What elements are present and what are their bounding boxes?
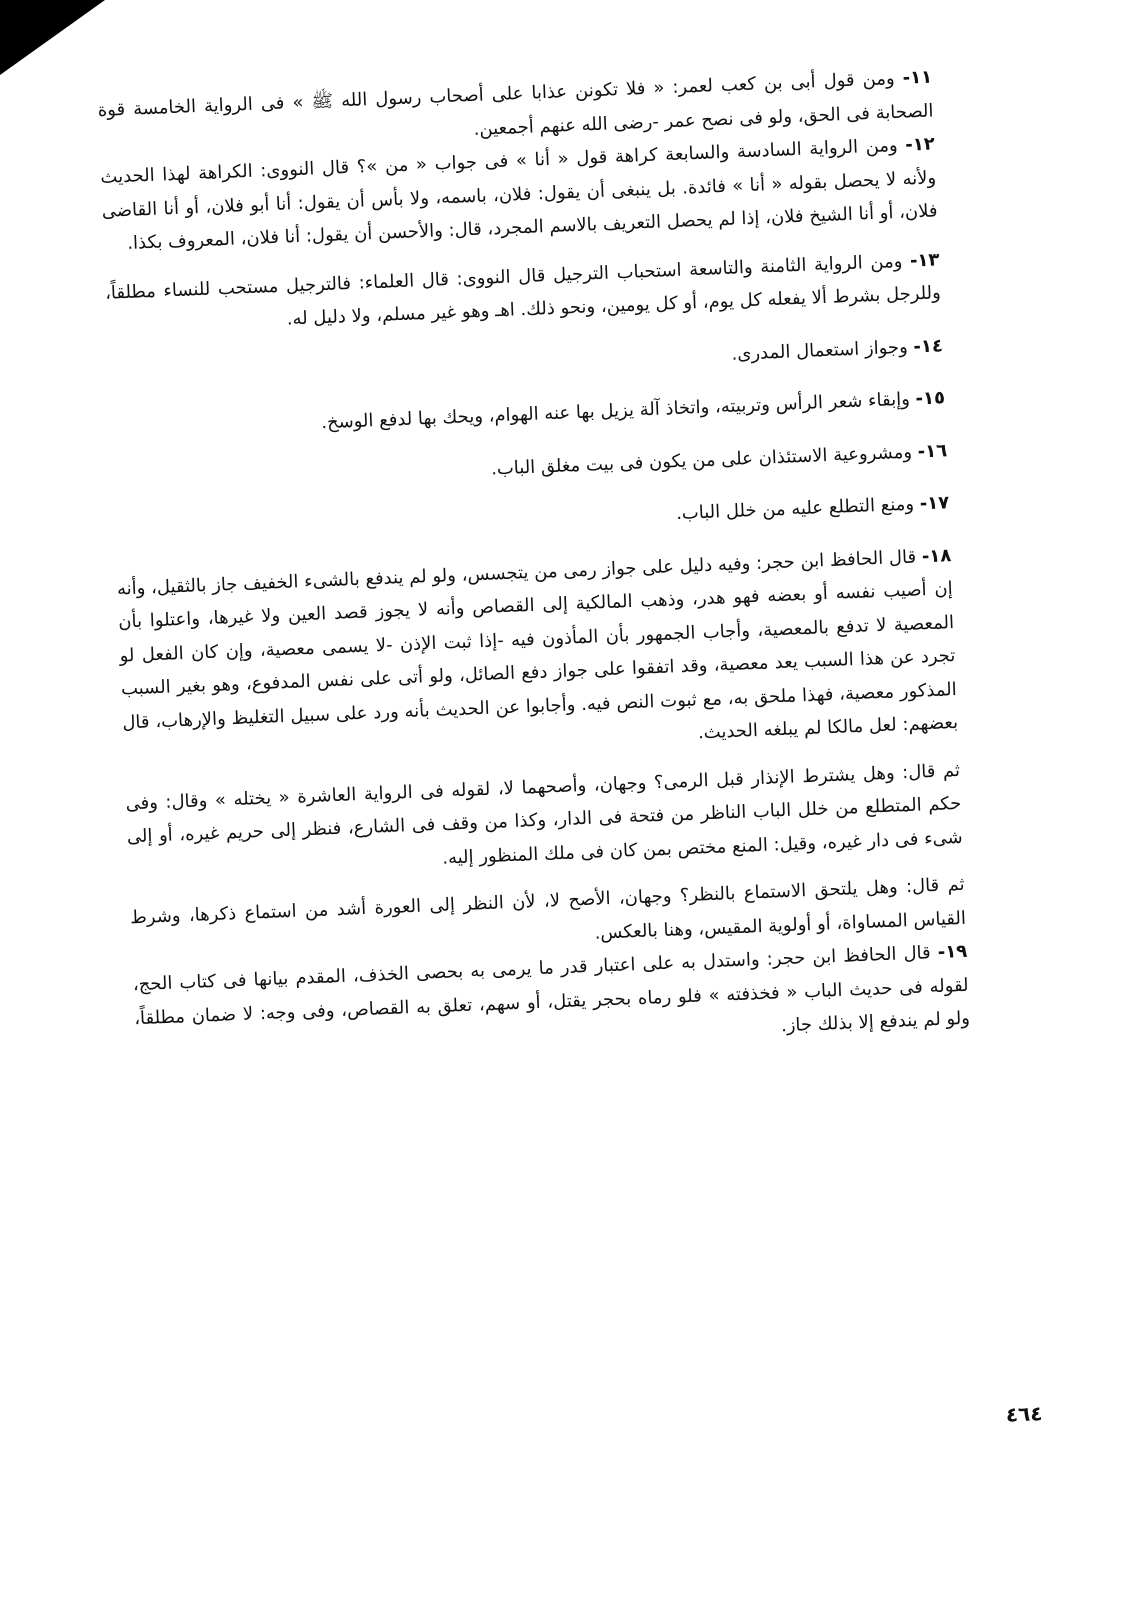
item-number: ١١- [902, 66, 933, 89]
item-text: ومنع التطلع عليه من خلل الباب. [675, 493, 915, 525]
list-item-18 [116, 539, 958, 773]
paragraph-1: ثم قال: وهل يشترط الإنذار قبل الرمى؟ وجهان، وأصحهما لا، لقوله فى الرواية العاشرة « يختله » وقال: وفى حكم المتطلع من خلل الباب الناظر من فتحة فى الدار، وكذا من وقف فى الشارع، فنظر إلى حريم غيره، أو إلى شىء فى دار غيره، وقيل: المنع مختص بمن كان فى ملك المنظور إليه. [125, 759, 964, 869]
item-text: ومن الرواية الثامنة والتاسعة استحباب الترجيل قال النووى: قال العلماء: فالترجيل مستحب للنساء مطلقاً، وللرجل بشرط ألا يفعله كل يوم، أو كل يومين، ونحو ذلك. اهـ وهو غير مسلم، ولا دليل له. [104, 250, 942, 330]
item-text: وإبقاء شعر الرأس وتربيته، واتخاذ آلة يزيل بها عنه الهوام، ويحك بها لدفع الوسخ. [320, 388, 911, 434]
item-text: وجواز استعمال المدرى. [731, 336, 909, 365]
item-number: ١٢- [904, 133, 936, 156]
item-text: ومن الرواية السادسة والسابعة كراهة قول « أنا » فى جواب « من »؟ قال النووى: الكراهة لهذا الحديث ولأنه لا يحصل بقوله « أنا » فائدة. بل ينبغى أن يقول: فلان، باسمه، ولا بأس أن يقول: أنا أبو فلان، أو أنا القاضى فلان، أو أنا الشيخ فلان، إذا لم يحصل التعريف بالاسم المجرد، قال: والأحسن أن يقول: أنا فلان، المعروف بكذا. [100, 134, 938, 254]
item-number: ١٨- [921, 544, 952, 567]
item-number: ١٦- [917, 439, 948, 462]
item-text: قال الحافظ ابن حجر: واستدل به على اعتبار قدر ما يرمى به بحصى الخذف، المقدم بيانها فى كتاب الحج، لقوله فى حديث الباب « فخذفته » فلو رماه بحجر يقتل، أو سهم، تعلق به القصاص، وفى وجه: لا ضمان مطلقاً، ولو لم يندفع إلا بذلك جاز. [132, 942, 971, 1037]
item-number: ١٣- [909, 248, 940, 272]
paragraph-2: ثم قال: وهل يلتحق الاستماع بالنظر؟ وجهان، الأصح لا، لأن النظر إلى العورة أشد من استماع ذكرها، وشرط القياس المساواة، أو أولوية المقيس، وهنا بالعكس. [129, 873, 967, 944]
list-item-13 [104, 243, 941, 343]
item-number: ١٧- [919, 492, 950, 515]
page-number: ٤٦٤ [1005, 1401, 1043, 1427]
item-number: ١٩- [937, 940, 968, 963]
item-text: قال الحافظ ابن حجر: وفيه دليل على جواز رمى من يتجسس، ولو لم يندفع بالشىء الخفيف جاز بالثقيل، وأنه إن أصيب نفسه أو بعضه فهو هدر، وذهب المالكية إلى القصاص وأنه لا يجوز قصد العين ولا غيرها، واعتلوا بأن المعصية لا تدفع بالمعصية، وأجاب الجمهور بأن المأذون فيه -إذا ثبت الإذن -لا يسمى معصية، وإن كان الفعل لو تجرد عن هذا السبب يعد معصية، وقد اتفقوا على جواز دفع الصائل، ولو أتى على نفس المدفوع، وهو بغير السبب المذكور معصية، فهذا ملحق به، مع ثبوت النص فيه. وأجابوا عن الحديث بأنه ورد على سبيل التغليظ والإرهاب، قال بعضهم: لعل مالكا لم يبلغه الحديث. [116, 546, 959, 744]
item-text: ومشروعية الاستئذان على من يكون فى بيت مغلق الباب. [490, 441, 913, 480]
item-text: ومن قول أبى بن كعب لعمر: « فلا تكونن عذابا على أصحاب رسول الله ﷺ » فى الرواية الخامسة قوة الصحابة فى الحق، ولو فى نصح عمر -رضى الله عنهم أجمعين. [97, 68, 934, 140]
body-text [97, 61, 970, 1069]
item-number: ١٥- [915, 387, 946, 410]
item-number: ١٤- [912, 334, 944, 357]
